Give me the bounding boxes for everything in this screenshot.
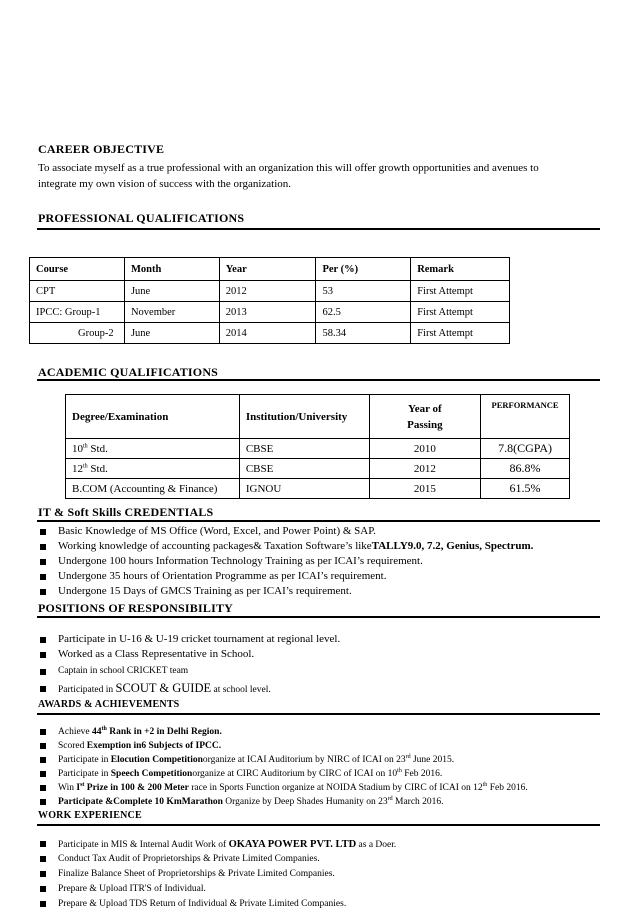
bullet-icon [40, 901, 46, 907]
list-item-bold-text: Rank in +2 in Delhi Region. [106, 727, 222, 737]
list-item-text: Participate in U-16 & U-19 cricket tournament at regional level. [58, 633, 341, 645]
list-item [38, 569, 533, 584]
table-cell: 2013 [219, 302, 316, 323]
list-item-text: race in Sports Function organize at NOIDA Stadium by CIRC of ICAI on 12 [188, 783, 483, 793]
bullet-icon [40, 589, 46, 595]
cell-text: 12 [72, 462, 83, 475]
table-cell: 61.5% [481, 479, 570, 499]
table-cell: 2012 [369, 459, 480, 479]
list-item-text: Feb 2016. [487, 783, 528, 793]
table-cell: B.COM (Accounting & Finance) [66, 479, 240, 499]
bullet-icon [40, 686, 46, 692]
bullet-icon [40, 669, 46, 675]
awards-list [38, 725, 528, 809]
bullet-icon [40, 771, 46, 777]
table-cell [66, 459, 240, 479]
list-item-text: March 2016. [392, 797, 444, 807]
list-item-bold-text: Prize in 100 & 200 Meter [84, 783, 189, 793]
list-item-text: organize at ICAI Auditorium by NIRC of ICAI on 23 [202, 755, 406, 765]
list-item-text: Prepare & Upload TDS Return of Individual & Private Limited Companies. [58, 899, 347, 909]
column-header: Per (%) [316, 258, 411, 281]
list-item-text: Participate in MIS & Internal Audit Work of [58, 840, 229, 850]
table-row [30, 323, 510, 344]
list-item [38, 539, 533, 554]
superscript: th [482, 781, 488, 788]
table-cell: CPT [30, 281, 125, 302]
table-row [30, 302, 510, 323]
column-header-line: Passing [407, 418, 443, 431]
list-item [38, 725, 528, 739]
positions-heading: POSITIONS OF RESPONSIBILITY [38, 601, 234, 615]
bullet-icon [40, 886, 46, 892]
column-header-line: Year of [408, 402, 442, 415]
table-cell: First Attempt [411, 302, 510, 323]
table-row [66, 479, 570, 499]
list-item-bold-text: OKAYA POWER PVT. LTD [228, 839, 357, 850]
list-item-text: June 2015. [410, 755, 455, 765]
work-experience-list [38, 837, 396, 912]
list-item-bold-text: Participate &Complete 10 KmMarathon [58, 797, 223, 807]
list-item [38, 524, 533, 539]
table-cell: 58.34 [316, 323, 411, 344]
bullet-icon [40, 652, 46, 658]
table-cell: Group-2 [30, 323, 125, 344]
bullet-icon [40, 871, 46, 877]
list-item [38, 647, 340, 663]
table-cell: 2012 [219, 281, 316, 302]
list-item [38, 795, 528, 809]
superscript: th [83, 462, 88, 469]
list-item-text: Undergone 35 hours of Orientation Programme as per ICAI’s requirement. [58, 570, 387, 582]
column-header: Year [219, 258, 316, 281]
work-experience-heading: WORK EXPERIENCE [38, 810, 142, 821]
superscript: th [101, 725, 107, 732]
list-item [38, 680, 340, 697]
bullet-icon [40, 559, 46, 565]
it-skills-heading: IT & Soft Skills CREDENTIALS [38, 505, 214, 519]
list-item [38, 753, 528, 767]
bullet-icon [40, 729, 46, 735]
table-cell [66, 439, 240, 459]
cell-text: 10 [72, 442, 83, 455]
list-item [38, 663, 340, 680]
list-item-text: Working knowledge of accounting packages& Taxation Software’s like [58, 540, 372, 552]
section-divider [37, 616, 600, 618]
table-header-row [30, 258, 510, 281]
professional-qualifications-table [29, 257, 510, 344]
table-cell: 86.8% [481, 459, 570, 479]
list-item-text: Win [58, 783, 77, 793]
cell-text: Std. [87, 462, 108, 475]
bullet-icon [40, 529, 46, 535]
bullet-icon [40, 799, 46, 805]
column-header: Month [124, 258, 219, 281]
table-cell: June [124, 323, 219, 344]
section-divider [37, 520, 600, 522]
list-item-text: Feb 2016. [401, 769, 443, 779]
list-item-bold-text: 44 [92, 727, 102, 737]
it-skills-list [38, 524, 533, 599]
list-item [38, 632, 340, 647]
list-item-text: SCOUT & GUIDE [115, 681, 212, 695]
table-cell: IGNOU [239, 479, 369, 499]
bullet-icon [40, 544, 46, 550]
table-cell: First Attempt [411, 281, 510, 302]
table-header-row [66, 395, 570, 439]
list-item-text: Organize by Deep Shades Humanity on 23 [222, 797, 388, 807]
section-divider [37, 379, 600, 381]
list-item-text: Worked as a Class Representative in School. [58, 648, 255, 660]
list-item-text: Participate in [58, 769, 111, 779]
list-item-text: Undergone 15 Days of GMCS Training as per ICAI’s requirement. [58, 585, 352, 597]
table-cell: 62.5 [316, 302, 411, 323]
list-item-text: Scored [58, 741, 87, 751]
list-item [38, 897, 396, 912]
bullet-icon [40, 574, 46, 580]
cell-text: Std. [87, 442, 108, 455]
table-row [30, 281, 510, 302]
superscript: th [83, 442, 88, 449]
table-cell: First Attempt [411, 323, 510, 344]
table-cell: 2014 [219, 323, 316, 344]
superscript: rd [405, 753, 411, 760]
table-cell: November [124, 302, 219, 323]
column-header: Institution/University [239, 395, 369, 439]
list-item-text: Conduct Tax Audit of Proprietorships & Private Limited Companies. [58, 854, 320, 864]
table-row [66, 459, 570, 479]
column-header: Remark [411, 258, 510, 281]
table-cell: 2010 [369, 439, 480, 459]
bullet-icon [40, 637, 46, 643]
table-cell: June [124, 281, 219, 302]
career-objective-heading: CAREER OBJECTIVE [38, 142, 165, 156]
list-item-text: organize at CIRC Auditorium by CIRC of ICAI on 10 [192, 769, 398, 779]
table-cell: IPCC: Group-1 [30, 302, 125, 323]
list-item [38, 867, 396, 882]
list-item [38, 781, 528, 795]
professional-qualifications-heading: PROFESSIONAL QUALIFICATIONS [38, 211, 245, 225]
superscript: rd [387, 795, 393, 802]
column-header: Course [30, 258, 125, 281]
list-item [38, 584, 533, 599]
career-objective-line1: To associate myself as a true professional with an organization this will offer growth opportunities and avenues to [38, 162, 539, 174]
list-item [38, 837, 396, 852]
bullet-icon [40, 856, 46, 862]
academic-qualifications-table [65, 394, 570, 499]
column-header: Degree/Examination [66, 395, 240, 439]
list-item-text: Finalize Balance Sheet of Proprietorships & Private Limited Companies. [58, 869, 335, 879]
list-item-text: Basic Knowledge of MS Office (Word, Excel, and Power Point) & SAP. [58, 525, 376, 537]
table-row [66, 439, 570, 459]
section-divider [37, 824, 600, 826]
list-item [38, 767, 528, 781]
bullet-icon [40, 841, 46, 847]
superscript: st [80, 781, 85, 788]
list-item-bold-text: I [76, 783, 81, 793]
list-item-text: Participated in [58, 685, 116, 695]
table-cell: CBSE [239, 459, 369, 479]
section-divider [37, 713, 600, 715]
list-item-bold-text: Speech Competition [110, 769, 193, 779]
table-cell: CBSE [239, 439, 369, 459]
table-cell: 53 [316, 281, 411, 302]
career-objective-line2: integrate my own vision of success with the organization. [38, 178, 292, 190]
list-item-bold-text: Elocution Competition [110, 755, 203, 765]
awards-heading: AWARDS & ACHIEVEMENTS [38, 699, 180, 710]
academic-qualifications-heading: ACADEMIC QUALIFICATIONS [38, 365, 219, 379]
list-item-text: Prepare & Upload ITR'S of Individual. [58, 884, 206, 894]
bullet-icon [40, 757, 46, 763]
column-header [369, 395, 480, 439]
list-item-text: Undergone 100 hours Information Technology Training as per ICAI’s requirement. [58, 555, 423, 567]
list-item [38, 882, 396, 897]
list-item-text: at school level. [211, 685, 271, 695]
list-item-bold-text: TALLY9.0, 7.2, Genius, Spectrum. [371, 540, 534, 552]
list-item-text: Participate in [58, 755, 111, 765]
list-item-bold-text: Exemption in6 Subjects of IPCC. [86, 741, 222, 751]
bullet-icon [40, 743, 46, 749]
superscript: th [397, 767, 402, 774]
section-divider [37, 228, 600, 230]
list-item [38, 852, 396, 867]
list-item [38, 739, 528, 753]
table-cell: 2015 [369, 479, 480, 499]
list-item-text: as a Doer. [356, 840, 397, 850]
bullet-icon [40, 785, 46, 791]
positions-list [38, 632, 340, 697]
table-cell: 7.8(CGPA) [481, 439, 570, 459]
list-item [38, 554, 533, 569]
list-item-text: Achieve [58, 727, 93, 737]
list-item-text: Captain in school CRICKET team [58, 666, 189, 676]
column-header: PERFORMANCE [481, 395, 570, 439]
